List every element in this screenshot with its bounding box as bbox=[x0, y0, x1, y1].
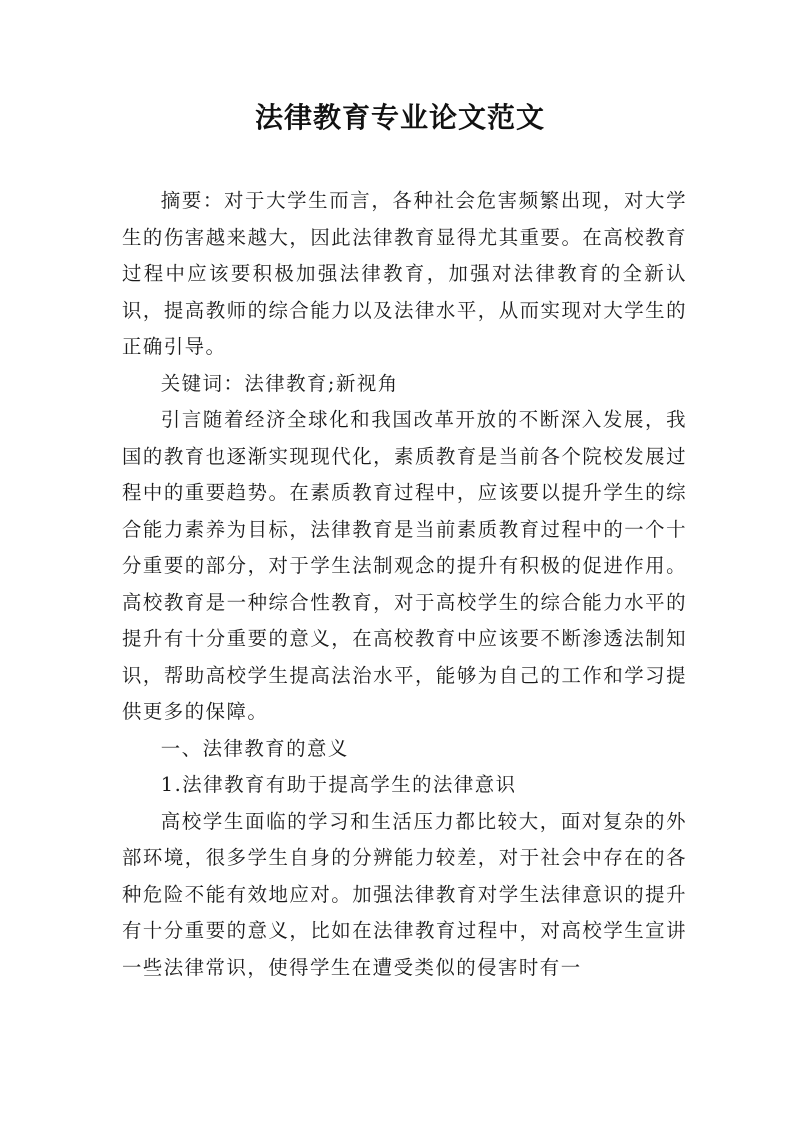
subsection-heading-1-1: 1.法律教育有助于提高学生的法律意识 bbox=[160, 773, 517, 796]
keywords-paragraph: 关键词：法律教育;新视角 bbox=[160, 371, 399, 395]
document-body bbox=[122, 183, 687, 986]
section-heading-1: 一、法律教育的意义 bbox=[160, 736, 349, 760]
body-paragraph: 高校学生面临的学习和生活压力都比较大，面对复杂的外部环境，很多学生自身的分辨能力较差，对于社会中存在的各种危险不能有效地应对。加强法律教育对学生法律意识的提升有十分重要的意义，比如在法律教育过程中，对高校学生宣讲一些法律常识，使得学生在遭受类似的侵害时有一 bbox=[122, 809, 687, 979]
document-title: 法律教育专业论文范文 bbox=[254, 101, 545, 134]
introduction-paragraph: 引言随着经济全球化和我国改革开放的不断深入发展，我国的教育也逐渐实现现代化，素质教育是当前各个院校发展过程中的重要趋势。在素质教育过程中，应该要以提升学生的综合能力素养为目标，法律教育是当前素质教育过程中的一个十分重要的部分，对于学生法制观念的提升有积极的促进作用。高校教育是一种综合性教育，对于高校学生的综合能力水平的提升有十分重要的意义，在高校教育中应该要不断渗透法制知识，帮助高校学生提高法治水平，能够为自己的工作和学习提供更多的保障。 bbox=[122, 408, 687, 723]
abstract-paragraph: 摘要：对于大学生而言，各种社会危害频繁出现，对大学生的伤害越来越大，因此法律教育显得尤其重要。在高校教育过程中应该要积极加强法律教育，加强对法律教育的全新认识，提高教师的综合能力以及法律水平，从而实现对大学生的正确引导。 bbox=[122, 189, 687, 358]
